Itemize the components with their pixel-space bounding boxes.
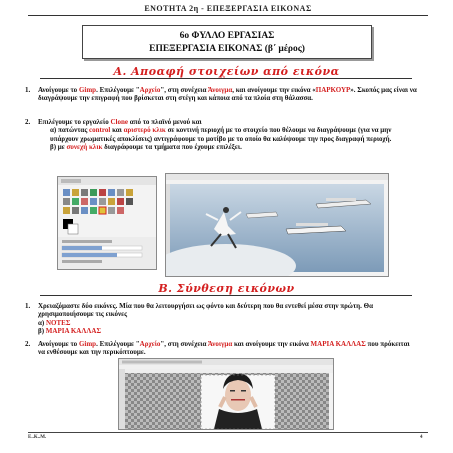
section-a-step-1 [25,86,418,103]
section-a-step-2 [25,118,418,152]
step-number: 1. [25,302,31,310]
highlight-parkour: ΠΑΡΚΟΥΡ [315,86,351,94]
text-run: Ανοίγουμε το [38,86,79,94]
parkour-image-screenshot [165,173,389,277]
header-rule [28,15,428,16]
text-run: από το πλαϊνό μενού και [127,118,202,126]
highlight-continuous-click: συνεχή κλικ [66,143,103,152]
text-run: και ανοίγουμε την εικόνα [232,340,311,348]
callas-image-screenshot [118,358,334,430]
text-run: , και ανοίγουμε την εικόνα « [232,86,316,94]
highlight-file: Αρχείο [139,340,161,348]
worksheet-title: 6ο ΦΥΛΛΟ ΕΡΓΑΣΙΑΣ [179,31,275,41]
text-run: ", στη συνέχεια [160,340,208,348]
step-number: 1. [25,86,31,94]
text-run: α) [38,318,46,327]
highlight-open: Άνοιγμα [207,340,233,348]
highlight-maria-callas: ΜΑΡΙΑ ΚΑΛΛΑΣ [310,340,366,348]
step-number: 2. [25,118,31,126]
text-run: . Επιλέγουμε " [96,340,140,348]
text-run: διαγράφουμε τα τμήματα που έχουμε επιλέξει. [102,143,242,152]
highlight-control: control [89,126,111,135]
text-run: Επιλέγουμε το εργαλείο [38,118,111,126]
highlight-file: Αρχείο [139,86,161,94]
highlight-maria-callas: ΜΑΡΙΑ ΚΑΛΛΑΣ [45,327,102,336]
page-header: ΕΝΟΤΗΤΑ 2η - ΕΠΕΞΕΡΓΑΣΙΑ ΕΙΚΟΝΑΣ [144,4,312,13]
section-b-step-2 [25,340,418,357]
text-run: σε κοντινή περιοχή με το στοιχείο που θέλουμε να διαγράψουμε (για να μην υπάρχουν χρωματικές αποκλίσεις) αντιγράφουμε το μοτίβο με το οποίο θα καλύψουμε την προς διαγραφή περιοχή. [50,126,392,143]
text-run: β) με [50,143,67,152]
worksheet-title-box [82,25,372,59]
highlight-gimp: Gimp [78,340,97,348]
tool-icons-grid [63,189,133,214]
section-b-rule [40,295,412,296]
parkour-illustration [166,174,388,276]
footer-rule [28,432,428,433]
gimp-toolbox-screenshot [57,176,157,270]
step-number: 2. [25,340,31,348]
highlight-left-click: αριστερό κλικ [123,126,166,135]
highlight-clone: Clone [110,118,128,126]
toolbox-illustration [58,177,156,269]
worksheet-subtitle: ΕΠΕΞΕΡΓΑΣΙΑ ΕΙΚΟΝΑΣ (β΄ μέρος) [149,44,305,54]
text-run: α) πατώντας [50,126,90,135]
highlight-gimp: Gimp [78,86,97,94]
text-run: Ανοίγουμε το [38,340,79,348]
text-run: Χρειαζόμαστε δύο εικόνες. Μία που θα λειτουργήσει ως φόντο και δεύτερη που θα εντεθεί μέσα στην πρώτη. Θα χρησιμοποιήσουμε τις εικόνες [38,302,373,319]
callas-illustration [119,359,333,429]
section-a-title: Α. Αποαφή στοιχείων από εικόνα [113,65,340,78]
footer-initials: Ε..Κ..Μ. [28,435,47,440]
section-a-rule [40,78,412,79]
highlight-open: Άνοιγμα [207,86,233,94]
text-run: ", στη συνέχεια [160,86,208,94]
section-b-title: Β. Σύνθεση εικόνων [158,282,295,295]
highlight-notes: ΝΟΤΕΣ [46,318,71,327]
section-b-step-1 [25,302,418,336]
text-run: και [110,126,124,135]
text-run: ». Σκοπός μας είναι να διαγράψουμε την επιγραφή που βρίσκεται στη στέγη και κάποια από τα πλοία στη θάλασσα. [38,86,417,103]
text-run: που πρόκειται να ενθέσουμε και την περικόπτουμε. [38,340,410,357]
text-run: β) [38,327,46,336]
page-number: 4 [420,435,423,440]
text-run: . Επιλέγουμε " [96,86,140,94]
